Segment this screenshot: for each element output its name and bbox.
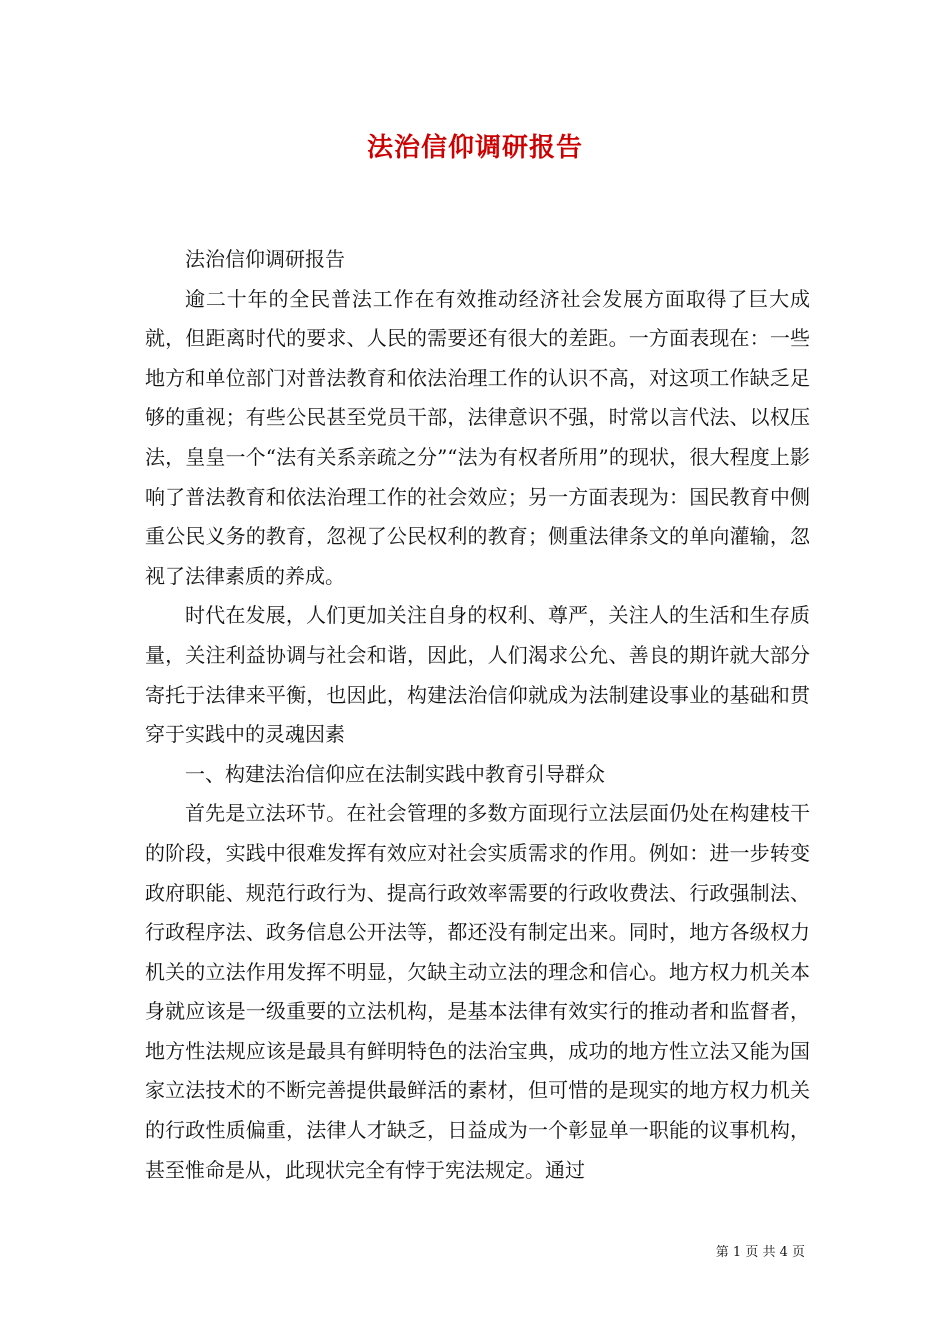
page-number-footer: 第 1 页 共 4 页 bbox=[715, 1245, 805, 1260]
paragraph-legislation: 首先是立法环节。在社会管理的多数方面现行立法层面仍处在构建枝干的阶段，实践中很难发挥有效应对社会实质需求的作用。例如：进一步转变政府职能、规范行政行为、提高行政效率需要的行政收费法、行政强制法、行政程序法、政务信息公开法等，都还没有制定出来。同时，地方各级权力机关的立法作用发挥不明显，欠缺主动立法的理念和信心。地方权力机关本身就应该是一级重要的立法机构，是基本法律有效实行的推动者和监督者，地方性法规应该是最具有鲜明特色的法治宝典，成功的地方性立法又能为国家立法技术的不断完善提供最鲜活的素材，但可惜的是现实的地方权力机关的行政性质偏重，法律人才缺乏，日益成为一个彰显单一职能的议事机构，甚至惟命是从，此现状完全有悖于宪法规定。通过 bbox=[145, 801, 810, 1182]
document-title: 法治信仰调研报告 bbox=[366, 133, 583, 163]
document-body bbox=[145, 240, 810, 1190]
section-heading-1: 一、构建法治信仰应在法制实践中教育引导群众 bbox=[185, 761, 605, 786]
paragraph-intro: 逾二十年的全民普法工作在有效推动经济社会发展方面取得了巨大成就，但距离时代的要求、人民的需要还有很大的差距。一方面表现在：一些地方和单位部门对普法教育和依法治理工作的认识不高，对这项工作缺乏足够的重视；有些公民甚至党员干部，法律意识不强，时常以言代法、以权压法，皇皇一个“法有关系亲疏之分”“法为有权者所用”的现状，很大程度上影响了普法教育和依法治理工作的社会效应；另一方面表现为：国民教育中侧重公民义务的教育，忽视了公民权利的教育；侧重法律条文的单向灌输，忽视了法律素质的养成。 bbox=[145, 286, 810, 588]
paragraph-times: 时代在发展，人们更加关注自身的权利、尊严，关注人的生活和生存质量，关注利益协调与社会和谐，因此，人们渴求公允、善良的期许就大部分寄托于法律来平衡，也因此，构建法治信仰就成为法制建设事业的基础和贯穿于实践中的灵魂因素 bbox=[145, 603, 810, 747]
paragraph-subtitle: 法治信仰调研报告 bbox=[185, 247, 345, 271]
